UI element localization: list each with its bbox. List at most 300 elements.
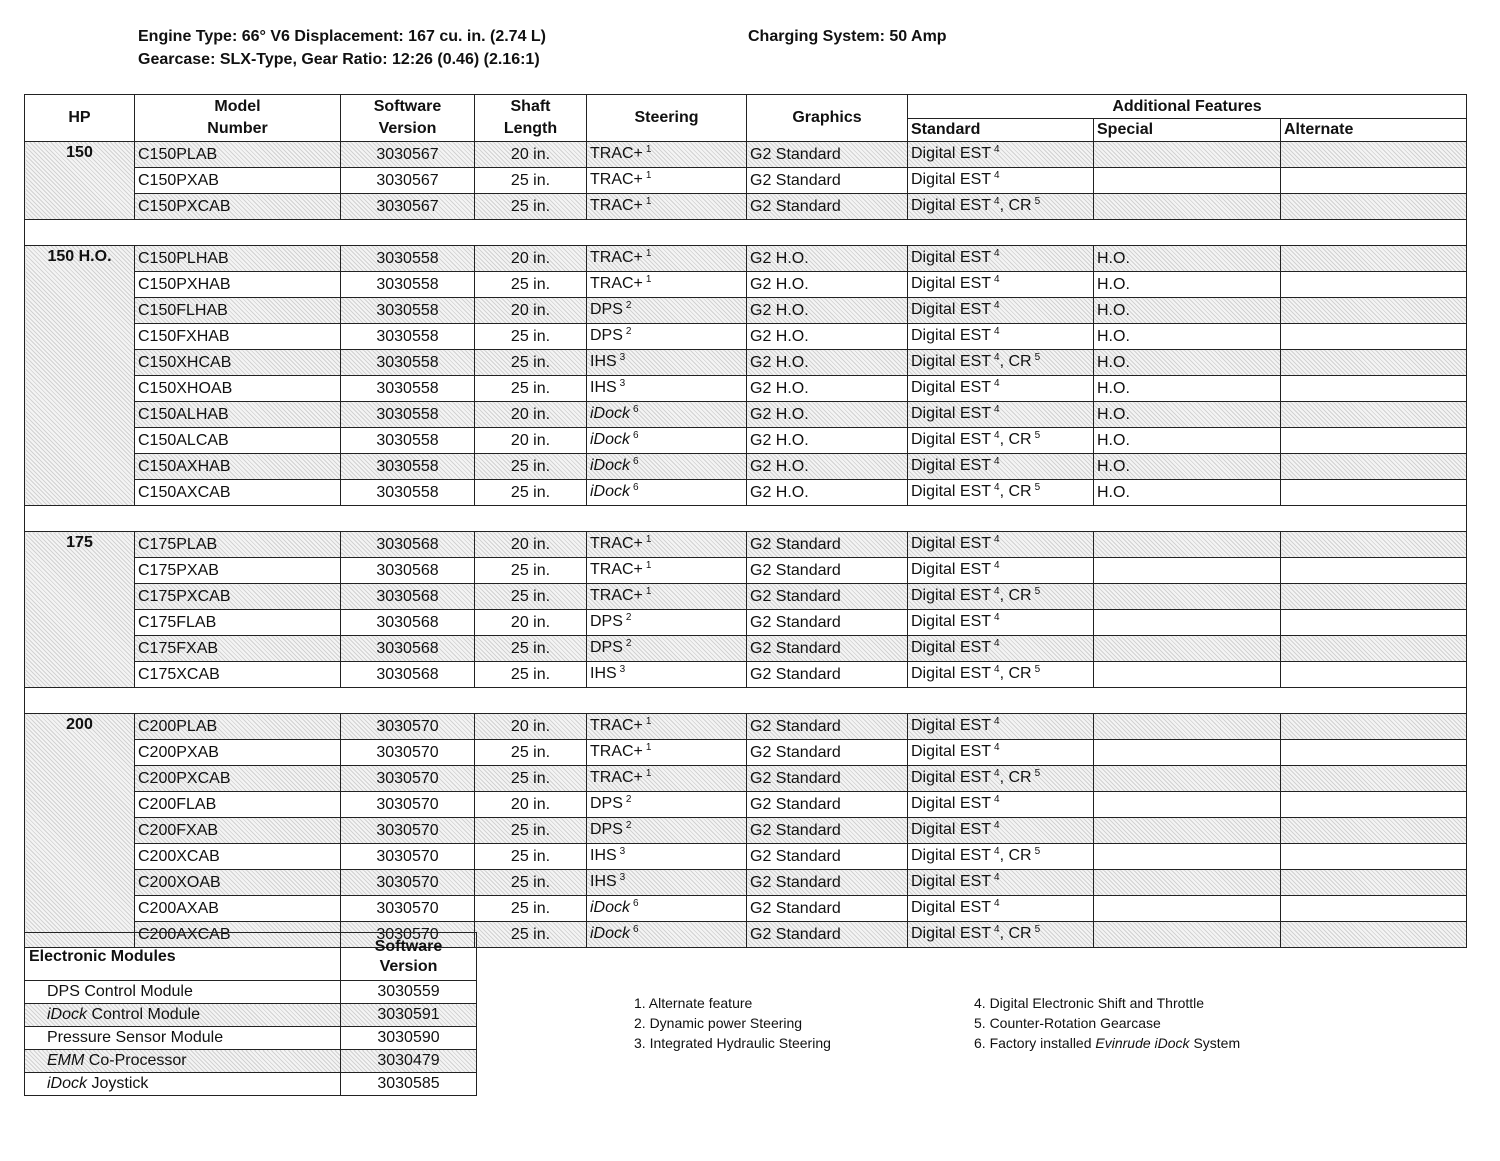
- steering-cell: [587, 714, 747, 740]
- module-name-italic: EMM: [47, 1052, 85, 1069]
- standard-text: Digital EST: [911, 586, 992, 604]
- special-feature-cell: H.O.: [1094, 350, 1281, 376]
- cr-text: CR: [1008, 352, 1032, 370]
- steering-cell: [587, 454, 747, 480]
- alternate-feature-cell: [1281, 194, 1467, 220]
- cr-text: CR: [1008, 586, 1032, 604]
- table-row: [25, 168, 1467, 194]
- col-header-alternate: Alternate: [1281, 119, 1467, 142]
- footnote-ref: 5: [1034, 585, 1041, 597]
- steering-text: TRAC+: [590, 768, 643, 786]
- module-name-cell: [25, 1027, 341, 1050]
- footnote-ref: 3: [619, 377, 626, 389]
- special-feature-cell: H.O.: [1094, 402, 1281, 428]
- graphics-cell: G2 Standard: [747, 558, 908, 584]
- alternate-feature-cell: [1281, 324, 1467, 350]
- special-feature-cell: [1094, 922, 1281, 948]
- standard-feature-cell: [908, 142, 1094, 168]
- shaft-length-cell: 25 in.: [475, 584, 587, 610]
- steering-text: IHS: [590, 664, 617, 682]
- module-row: [25, 1050, 477, 1073]
- standard-text: Digital EST: [911, 820, 992, 838]
- alternate-feature-cell: [1281, 402, 1467, 428]
- footnote-ref: 4: [994, 481, 1000, 493]
- footnote-ref: 5: [1034, 195, 1041, 207]
- footnote-ref: 3: [619, 663, 626, 675]
- alternate-feature-cell: [1281, 480, 1467, 506]
- standard-text: Digital EST: [911, 534, 992, 552]
- standard-text: Digital EST: [911, 664, 992, 682]
- standard-text: Digital EST: [911, 560, 992, 578]
- module-version-cell: 3030585: [341, 1073, 477, 1096]
- footnote-ref: 1: [645, 143, 652, 155]
- charging-system-line: Charging System: 50 Amp: [748, 28, 947, 45]
- standard-text: Digital EST: [911, 612, 992, 630]
- shaft-length-cell: 25 in.: [475, 480, 587, 506]
- standard-feature-cell: [908, 740, 1094, 766]
- footnote-ref: 1: [645, 741, 652, 753]
- model-number-cell: C150ALHAB: [135, 402, 341, 428]
- software-version-cell: 3030570: [341, 714, 475, 740]
- graphics-cell: G2 Standard: [747, 610, 908, 636]
- table-row: [25, 246, 1467, 272]
- module-row: [25, 1027, 477, 1050]
- alternate-feature-cell: [1281, 896, 1467, 922]
- steering-cell: [587, 896, 747, 922]
- steering-cell: [587, 350, 747, 376]
- steering-cell: [587, 142, 747, 168]
- steering-cell: [587, 532, 747, 558]
- table-row: [25, 324, 1467, 350]
- gearcase-line: Gearcase: SLX-Type, Gear Ratio: 12:26 (0.46) (2.16:1): [138, 51, 540, 68]
- steering-cell: [587, 922, 747, 948]
- group-spacer: [25, 688, 1467, 714]
- software-version-cell: 3030558: [341, 350, 475, 376]
- alternate-feature-cell: [1281, 922, 1467, 948]
- model-number-cell: C175XCAB: [135, 662, 341, 688]
- shaft-length-cell: 20 in.: [475, 142, 587, 168]
- standard-feature-cell: Digital EST $^4$, CR $^5$: [908, 584, 1094, 610]
- steering-text: iDock: [590, 898, 631, 916]
- table-row: [25, 870, 1467, 896]
- footnote: 1. Alternate feature: [634, 995, 753, 1011]
- module-name-italic: iDock: [47, 1075, 88, 1092]
- alternate-feature-cell: [1281, 454, 1467, 480]
- hp-cell: 175: [25, 532, 135, 688]
- footnote-ref: 1: [645, 247, 652, 259]
- steering-text: DPS: [590, 612, 623, 630]
- software-version-cell: 3030570: [341, 818, 475, 844]
- steering-cell: [587, 428, 747, 454]
- footnote-ref: 6: [633, 481, 639, 493]
- footnote-ref: 1: [645, 195, 652, 207]
- footnote-ref: 2: [625, 819, 632, 831]
- steering-cell: [587, 610, 747, 636]
- shaft-length-cell: 25 in.: [475, 662, 587, 688]
- graphics-cell: G2 Standard: [747, 844, 908, 870]
- footnote-ref: 4: [994, 715, 1000, 727]
- standard-feature-cell: [908, 818, 1094, 844]
- footnote-ref: 5: [1034, 429, 1041, 441]
- footnote-ref: 2: [625, 793, 632, 805]
- standard-text: Digital EST: [911, 638, 992, 656]
- steering-text: IHS: [590, 846, 617, 864]
- standard-feature-cell: [908, 792, 1094, 818]
- shaft-length-cell: 20 in.: [475, 402, 587, 428]
- graphics-cell: G2 H.O.: [747, 272, 908, 298]
- special-feature-cell: [1094, 792, 1281, 818]
- module-version-cell: 3030479: [341, 1050, 477, 1073]
- model-number-cell: C175FLAB: [135, 610, 341, 636]
- module-name-italic: iDock: [47, 1006, 88, 1023]
- standard-feature-cell: [908, 636, 1094, 662]
- software-version-cell: 3030558: [341, 480, 475, 506]
- model-number-cell: C150PLAB: [135, 142, 341, 168]
- steering-text: DPS: [590, 326, 623, 344]
- steering-cell: [587, 376, 747, 402]
- table-row: [25, 558, 1467, 584]
- footnote-ref: 4: [994, 429, 1000, 441]
- table-row: [25, 454, 1467, 480]
- steering-text: DPS: [590, 820, 623, 838]
- footnote-ref: 4: [994, 325, 1000, 337]
- footnote-ref: 6: [633, 923, 639, 935]
- standard-text: Digital EST: [911, 768, 992, 786]
- standard-feature-cell: [908, 168, 1094, 194]
- standard-feature-cell: [908, 870, 1094, 896]
- footnote-ref: 1: [645, 767, 652, 779]
- special-feature-cell: [1094, 168, 1281, 194]
- cr-text: CR: [1008, 196, 1032, 214]
- col-header-additional-features: Additional Features: [908, 95, 1467, 119]
- table-row: [25, 194, 1467, 220]
- table-body: [25, 142, 1467, 948]
- alternate-feature-cell: [1281, 792, 1467, 818]
- footnote-ref: 2: [625, 325, 632, 337]
- spacer-cell: [25, 220, 1467, 246]
- standard-feature-cell: Digital EST $^4$, CR $^5$: [908, 350, 1094, 376]
- cr-text: CR: [1008, 768, 1032, 786]
- table-row: [25, 532, 1467, 558]
- special-feature-cell: H.O.: [1094, 376, 1281, 402]
- hp-cell: 150 H.O.: [25, 246, 135, 506]
- standard-feature-cell: [908, 246, 1094, 272]
- table-row: [25, 662, 1467, 688]
- module-name-cell: [25, 1050, 341, 1073]
- alternate-feature-cell: [1281, 740, 1467, 766]
- software-version-cell: 3030568: [341, 584, 475, 610]
- footnote-ref: 1: [645, 585, 652, 597]
- steering-text: iDock: [590, 430, 631, 448]
- graphics-cell: G2 H.O.: [747, 246, 908, 272]
- software-version-cell: 3030568: [341, 636, 475, 662]
- standard-feature-cell: Digital EST $^4$, CR $^5$: [908, 428, 1094, 454]
- col-header-special: Special: [1094, 119, 1281, 142]
- footnote: 2. Dynamic power Steering: [634, 1015, 803, 1031]
- alternate-feature-cell: [1281, 246, 1467, 272]
- table-row: [25, 792, 1467, 818]
- software-version-cell: 3030568: [341, 532, 475, 558]
- footnote-ref: 4: [994, 143, 1000, 155]
- shaft-length-cell: 25 in.: [475, 168, 587, 194]
- shaft-length-cell: 25 in.: [475, 324, 587, 350]
- steering-text: iDock: [590, 482, 631, 500]
- alternate-feature-cell: [1281, 168, 1467, 194]
- alternate-feature-cell: [1281, 584, 1467, 610]
- standard-feature-cell: Digital EST $^4$, CR $^5$: [908, 480, 1094, 506]
- col-header-software: Software Version: [341, 95, 475, 142]
- footnote-ref: 1: [645, 273, 652, 285]
- steering-cell: [587, 558, 747, 584]
- alternate-feature-cell: [1281, 376, 1467, 402]
- software-version-cell: 3030567: [341, 194, 475, 220]
- table-row: [25, 714, 1467, 740]
- steering-cell: [587, 272, 747, 298]
- model-number-cell: C150XHOAB: [135, 376, 341, 402]
- alternate-feature-cell: [1281, 558, 1467, 584]
- alternate-feature-cell: [1281, 298, 1467, 324]
- footnote-ref: 4: [994, 533, 1000, 545]
- special-feature-cell: H.O.: [1094, 272, 1281, 298]
- software-version-cell: 3030558: [341, 272, 475, 298]
- table-row: [25, 740, 1467, 766]
- special-feature-cell: [1094, 636, 1281, 662]
- steering-cell: [587, 740, 747, 766]
- special-feature-cell: [1094, 194, 1281, 220]
- shaft-length-cell: 20 in.: [475, 714, 587, 740]
- graphics-cell: G2 Standard: [747, 766, 908, 792]
- footnote-ref: 5: [1034, 351, 1041, 363]
- footnotes-right: [974, 993, 1240, 1053]
- software-version-cell: 3030558: [341, 402, 475, 428]
- model-number-cell: C200PXAB: [135, 740, 341, 766]
- footnote-ref: 4: [994, 819, 1000, 831]
- model-number-cell: C200AXCAB: [135, 922, 341, 948]
- steering-text: IHS: [590, 352, 617, 370]
- table-row: [25, 350, 1467, 376]
- module-name-text: Joystick: [91, 1075, 149, 1092]
- model-number-cell: C200XCAB: [135, 844, 341, 870]
- steering-cell: [587, 168, 747, 194]
- alternate-feature-cell: [1281, 636, 1467, 662]
- model-number-cell: C200FLAB: [135, 792, 341, 818]
- table-row: [25, 402, 1467, 428]
- special-feature-cell: H.O.: [1094, 246, 1281, 272]
- alternate-feature-cell: [1281, 766, 1467, 792]
- standard-feature-cell: Digital EST $^4$, CR $^5$: [908, 194, 1094, 220]
- standard-text: Digital EST: [911, 716, 992, 734]
- special-feature-cell: [1094, 584, 1281, 610]
- standard-text: Digital EST: [911, 274, 992, 292]
- footnote-ref: 6: [633, 429, 639, 441]
- graphics-cell: G2 H.O.: [747, 402, 908, 428]
- steering-text: TRAC+: [590, 196, 643, 214]
- steering-cell: [587, 870, 747, 896]
- group-spacer: [25, 220, 1467, 246]
- standard-text: Digital EST: [911, 404, 992, 422]
- special-feature-cell: [1094, 766, 1281, 792]
- module-row: [25, 981, 477, 1004]
- shaft-length-cell: 25 in.: [475, 194, 587, 220]
- alternate-feature-cell: [1281, 662, 1467, 688]
- table-row: [25, 610, 1467, 636]
- standard-text: Digital EST: [911, 196, 992, 214]
- shaft-length-cell: 25 in.: [475, 636, 587, 662]
- software-version-cell: 3030558: [341, 376, 475, 402]
- special-feature-cell: [1094, 558, 1281, 584]
- alternate-feature-cell: [1281, 818, 1467, 844]
- footnote-ref: 4: [994, 637, 1000, 649]
- software-version-cell: 3030570: [341, 922, 475, 948]
- graphics-cell: G2 Standard: [747, 870, 908, 896]
- hp-cell: 200: [25, 714, 135, 948]
- table-row: [25, 428, 1467, 454]
- shaft-length-cell: 25 in.: [475, 376, 587, 402]
- graphics-cell: G2 Standard: [747, 532, 908, 558]
- standard-text: Digital EST: [911, 872, 992, 890]
- footnote-ref: 4: [994, 273, 1000, 285]
- special-feature-cell: [1094, 142, 1281, 168]
- modules-header-name: Electronic Modules: [25, 933, 341, 981]
- footnote-ref: 1: [645, 715, 652, 727]
- footnote-ref: 5: [1034, 767, 1041, 779]
- table-row: [25, 896, 1467, 922]
- footnote-ref: 2: [625, 611, 632, 623]
- steering-cell: [587, 324, 747, 350]
- col-header-model: Model Number: [135, 95, 341, 142]
- steering-cell: [587, 298, 747, 324]
- footnote-ref: 5: [1034, 481, 1041, 493]
- special-feature-cell: [1094, 818, 1281, 844]
- steering-cell: [587, 246, 747, 272]
- standard-text: Digital EST: [911, 326, 992, 344]
- special-feature-cell: H.O.: [1094, 428, 1281, 454]
- table-row: [25, 844, 1467, 870]
- special-feature-cell: H.O.: [1094, 454, 1281, 480]
- steering-cell: [587, 844, 747, 870]
- footnote-ref: 4: [994, 741, 1000, 753]
- shaft-length-cell: 25 in.: [475, 558, 587, 584]
- special-feature-cell: [1094, 662, 1281, 688]
- standard-text: Digital EST: [911, 248, 992, 266]
- steering-text: DPS: [590, 300, 623, 318]
- graphics-cell: G2 Standard: [747, 792, 908, 818]
- model-number-cell: C150PXHAB: [135, 272, 341, 298]
- footnote-ref: 2: [625, 637, 632, 649]
- steering-text: TRAC+: [590, 534, 643, 552]
- shaft-length-cell: 25 in.: [475, 818, 587, 844]
- steering-text: iDock: [590, 924, 631, 942]
- steering-text: iDock: [590, 456, 631, 474]
- module-row: [25, 1073, 477, 1096]
- footnote-ref: 4: [994, 247, 1000, 259]
- footnote-ref: 4: [994, 845, 1000, 857]
- engine-type-line: Engine Type: 66° V6 Displacement: 167 cu. in. (2.74 L): [138, 28, 547, 45]
- footnote-ref: 3: [619, 351, 626, 363]
- modules-body: [25, 981, 477, 1096]
- table-row: [25, 636, 1467, 662]
- module-row: [25, 1004, 477, 1027]
- graphics-cell: G2 H.O.: [747, 454, 908, 480]
- standard-text: Digital EST: [911, 846, 992, 864]
- model-number-cell: C175FXAB: [135, 636, 341, 662]
- spacer-cell: [25, 688, 1467, 714]
- alternate-feature-cell: [1281, 610, 1467, 636]
- special-feature-cell: [1094, 870, 1281, 896]
- standard-text: Digital EST: [911, 170, 992, 188]
- steering-text: iDock: [590, 404, 631, 422]
- module-name-cell: [25, 1073, 341, 1096]
- standard-text: Digital EST: [911, 430, 992, 448]
- steering-text: TRAC+: [590, 274, 643, 292]
- standard-feature-cell: Digital EST $^4$, CR $^5$: [908, 844, 1094, 870]
- standard-text: Digital EST: [911, 794, 992, 812]
- shaft-length-cell: 25 in.: [475, 454, 587, 480]
- special-feature-cell: H.O.: [1094, 480, 1281, 506]
- standard-feature-cell: [908, 402, 1094, 428]
- footnote-ref: 6: [633, 897, 639, 909]
- shaft-length-cell: 25 in.: [475, 350, 587, 376]
- table-row: [25, 298, 1467, 324]
- graphics-cell: G2 Standard: [747, 584, 908, 610]
- graphics-cell: G2 Standard: [747, 194, 908, 220]
- standard-text: Digital EST: [911, 482, 992, 500]
- alternate-feature-cell: [1281, 142, 1467, 168]
- standard-feature-cell: [908, 896, 1094, 922]
- alternate-feature-cell: [1281, 428, 1467, 454]
- shaft-length-cell: 25 in.: [475, 844, 587, 870]
- footnote-ref: 4: [994, 169, 1000, 181]
- special-feature-cell: [1094, 714, 1281, 740]
- graphics-cell: G2 Standard: [747, 896, 908, 922]
- graphics-cell: G2 H.O.: [747, 376, 908, 402]
- alternate-feature-cell: [1281, 272, 1467, 298]
- steering-text: TRAC+: [590, 716, 643, 734]
- cr-text: CR: [1008, 924, 1032, 942]
- special-feature-cell: [1094, 844, 1281, 870]
- table-row: [25, 272, 1467, 298]
- steering-text: TRAC+: [590, 248, 643, 266]
- col-header-shaft: Shaft Length: [475, 95, 587, 142]
- module-name-text: DPS Control Module: [47, 983, 193, 1000]
- model-number-cell: C150ALCAB: [135, 428, 341, 454]
- table-row: [25, 480, 1467, 506]
- standard-text: Digital EST: [911, 352, 992, 370]
- standard-text: Digital EST: [911, 456, 992, 474]
- footnote-ref: 4: [994, 793, 1000, 805]
- software-version-cell: 3030568: [341, 558, 475, 584]
- footnote: 6. Factory installed Evinrude iDock System: [974, 1035, 1241, 1051]
- standard-feature-cell: [908, 454, 1094, 480]
- graphics-cell: G2 Standard: [747, 922, 908, 948]
- module-name-cell: [25, 1004, 341, 1027]
- footnote-ref: 6: [633, 403, 639, 415]
- special-feature-cell: [1094, 740, 1281, 766]
- footnote-ref: 4: [994, 377, 1000, 389]
- shaft-length-cell: 25 in.: [475, 896, 587, 922]
- footnote-ref: 4: [994, 585, 1000, 597]
- standard-feature-cell: [908, 376, 1094, 402]
- footnote-ref: 1: [645, 559, 652, 571]
- graphics-cell: G2 Standard: [747, 142, 908, 168]
- footnotes-left: [634, 993, 831, 1053]
- electronic-modules-table: [24, 932, 477, 1096]
- steering-text: TRAC+: [590, 144, 643, 162]
- standard-feature-cell: Digital EST $^4$, CR $^5$: [908, 922, 1094, 948]
- steering-cell: [587, 766, 747, 792]
- footnote-ref: 4: [994, 299, 1000, 311]
- steering-cell: [587, 194, 747, 220]
